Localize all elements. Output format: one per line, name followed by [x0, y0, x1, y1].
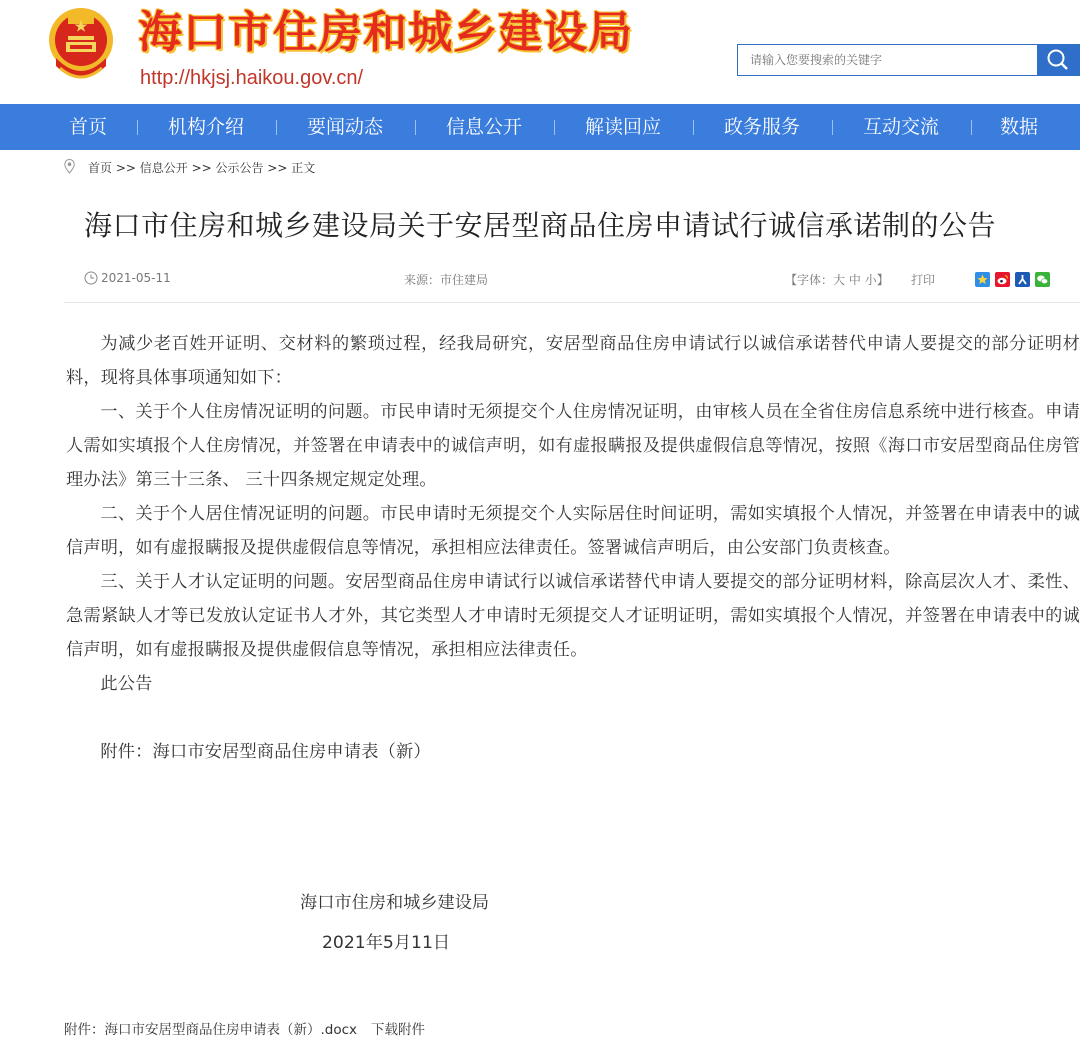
breadcrumb-info-disclosure[interactable]: 信息公开	[139, 161, 188, 175]
weibo-share-icon[interactable]	[995, 272, 1010, 287]
site-url[interactable]: http://hkjsj.haikou.gov.cn/	[140, 67, 364, 89]
article-source	[404, 271, 488, 288]
nav-separator	[832, 120, 833, 135]
source-label: 来源：	[404, 273, 441, 287]
site-header	[0, 0, 1080, 104]
publish-date	[84, 271, 171, 285]
qzone-share-icon[interactable]	[975, 272, 990, 287]
location-pin-icon	[64, 159, 75, 174]
clock-icon	[84, 271, 98, 285]
search-button[interactable]	[1037, 44, 1080, 76]
nav-separator	[415, 120, 416, 135]
nav-item-services[interactable]: 政务服务	[723, 116, 801, 138]
meta-divider	[64, 302, 1080, 303]
article-closing: 此公告	[100, 674, 153, 694]
nav-item-interaction[interactable]: 互动交流	[862, 116, 940, 138]
nav-separator	[137, 120, 138, 135]
font-size-small[interactable]: 小	[864, 273, 877, 287]
breadcrumb-announcements[interactable]: 公示公告	[215, 161, 264, 175]
article-body	[66, 327, 1080, 769]
article-paragraph: 二、关于个人居住情况证明的问题。市民申请时无须提交个人实际居住时间证明，需如实填报个人情况，并签署在申请表中的诚信声明，如有虚报瞒报及提供虚假信息等情况，承担相应法律责任。签署诚信声明后，由公安部门负责核查。	[66, 504, 1080, 558]
signature-organization: 海口市住房和城乡建设局	[300, 893, 490, 913]
nav-item-home[interactable]: 首页	[68, 116, 108, 138]
main-nav	[0, 104, 1080, 150]
article-paragraph: 一、关于个人住房情况证明的问题。市民申请时无须提交个人住房情况证明，由审核人员在全省住房信息系统中进行核查。申请人需如实填报个人住房情况，并签署在申请表中的诚信声明，如有虚报瞒报及提供虚假信息等情况，按照《海口市安居型商品住房管理办法》第三十三条、 三十四条规定规定处理。	[66, 402, 1080, 490]
nav-item-interpretation[interactable]: 解读回应	[584, 116, 662, 138]
font-size-large[interactable]: 大	[833, 273, 846, 287]
nav-separator	[554, 120, 555, 135]
nav-item-about[interactable]: 机构介绍	[167, 116, 245, 138]
search-input[interactable]	[737, 44, 1037, 76]
breadcrumb-trail	[88, 158, 315, 178]
breadcrumb-separator: >>	[263, 161, 292, 175]
search-icon	[1037, 44, 1080, 76]
nav-separator	[971, 120, 972, 135]
print-button[interactable]: 打印	[911, 273, 936, 287]
wechat-share-icon[interactable]	[1035, 272, 1050, 287]
article-meta	[0, 268, 1080, 292]
breadcrumb-separator: >>	[112, 161, 140, 175]
nav-separator	[693, 120, 694, 135]
nav-item-news[interactable]: 要闻动态	[306, 116, 384, 138]
attachment-bar	[64, 1018, 425, 1038]
nav-item-data[interactable]: 数据	[999, 116, 1039, 138]
source-value: 市住建局	[440, 273, 489, 287]
article-attachment-note: 附件：海口市安居型商品住房申请表（新）	[100, 742, 431, 762]
site-title: 海口市住房和城乡建设局	[138, 7, 633, 58]
download-attachment-link[interactable]: 下载附件	[371, 1022, 426, 1038]
font-size-medium[interactable]: 中	[848, 273, 861, 287]
breadcrumb-separator: >>	[187, 161, 216, 175]
article-paragraph: 三、关于人才认定证明的问题。安居型商品住房申请试行以诚信承诺替代申请人要提交的部分证明材料，除高层次人才、柔性、急需紧缺人才等已发放认定证书人才外，其它类型人才申请时无须提交人才证明证明，需如实填报个人情况，并签署在申请表中的诚信声明，如有虚报瞒报及提供虚假信息等情况，承担相应法律责任。	[66, 572, 1080, 660]
attachment-label: 附件：	[64, 1022, 105, 1038]
search-box	[737, 44, 1080, 78]
article-title: 海口市住房和城乡建设局关于安居型商品住房申请试行诚信承诺制的公告	[83, 209, 996, 242]
article-paragraph: 为减少老百姓开证明、交材料的繁琐过程，经我局研究，安居型商品住房申请试行以诚信承诺替代申请人要提交的部分证明材料，现将具体事项通知如下：	[66, 334, 1080, 388]
nav-separator	[276, 120, 277, 135]
font-size-control	[785, 271, 889, 288]
nav-item-info-disclosure[interactable]: 信息公开	[445, 116, 523, 138]
breadcrumb-current: 正文	[291, 161, 316, 175]
renren-share-icon[interactable]	[1015, 272, 1030, 287]
breadcrumb-home[interactable]: 首页	[88, 161, 113, 175]
font-size-label: 【字体：	[785, 273, 834, 287]
signature-date: 2021年5月11日	[322, 933, 451, 953]
attachment-file-link[interactable]: 海口市安居型商品住房申请表（新）.docx	[104, 1022, 358, 1038]
national-emblem-icon	[46, 6, 116, 82]
font-size-end: 】	[876, 273, 889, 287]
publish-date-text: 2021-05-11	[101, 271, 171, 285]
